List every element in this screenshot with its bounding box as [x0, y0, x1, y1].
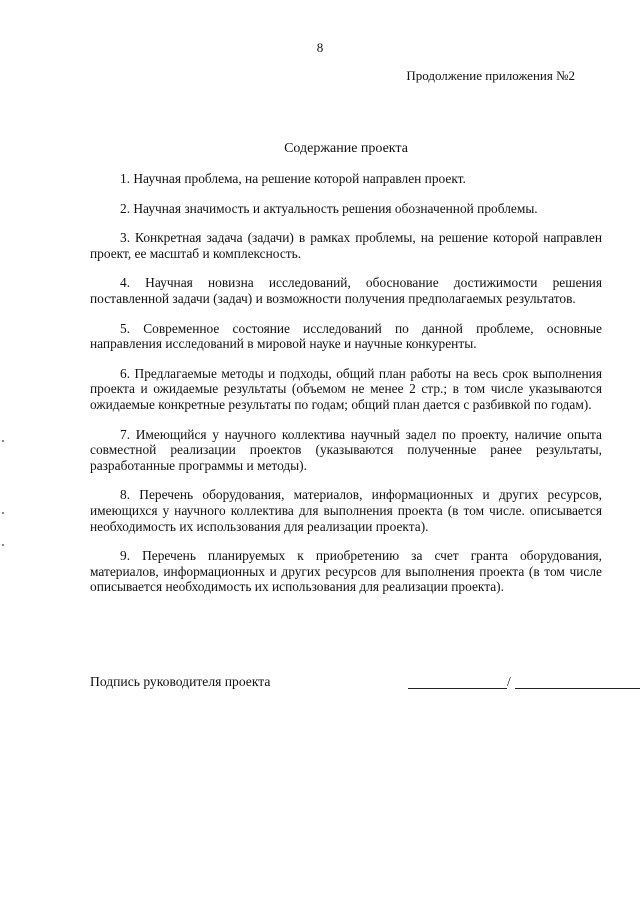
signature-separator: /: [507, 674, 511, 689]
signature-line: [408, 688, 507, 689]
content-item-1: 1. Научная проблема, на решение которой направлен проект.: [120, 171, 466, 186]
section-title: Содержание проекта: [284, 141, 408, 156]
content-item-8: 8. Перечень оборудования, материалов, информационных и других ресурсов, имеющихся у научного коллектива для выполнения проекта (в том числе. описывается необходимость их использования для реализации проекта).: [90, 487, 602, 534]
name-line: [515, 688, 640, 689]
content-item-6: 6. Предлагаемые методы и подходы, общий план работы на весь срок выполнения проекта и ожидаемые результаты (объемом не менее 2 стр.; в том числе указываются ожидаемые конкретные результаты по годам; общий план дается с разбивкой по годам).: [90, 365, 602, 412]
scan-mark: [2, 544, 4, 546]
signature-label: Подпись руководителя проекта: [90, 674, 271, 689]
content-item-7: 7. Имеющийся у научного коллектива научный задел по проекту, наличие опыта совместной реализации проектов (указываются полученные ранее результаты, разработанные программы и методы).: [90, 426, 602, 473]
content-item-3: 3. Конкретная задача (задачи) в рамках проблемы, на решение которой направлен проект, ее масштаб и комплексность.: [90, 230, 602, 261]
content-list: [90, 171, 602, 595]
page-number: 8: [316, 40, 324, 55]
content-item-5: 5. Современное состояние исследований по данной проблеме, основные направления исследований в мировой науке и научные конкуренты.: [90, 320, 602, 352]
scan-mark: [2, 440, 4, 442]
scan-mark: [2, 512, 4, 514]
content-item-9: 9. Перечень планируемых к приобретению за счет гранта оборудования, материалов, информационных и других ресурсов для выполнения проекта (в том числе описывается необходимость их использования для реализации проекта).: [90, 548, 602, 595]
content-item-4: 4. Научная новизна исследований, обоснование достижимости решения поставленной задачи (задач) и возможности получения предполагаемых результатов.: [90, 275, 602, 306]
content-item-2: 2. Научная значимость и актуальность решения обозначенной проблемы.: [120, 200, 538, 216]
appendix-note: Продолжение приложения №2: [406, 68, 575, 83]
signature-row: [90, 674, 600, 694]
